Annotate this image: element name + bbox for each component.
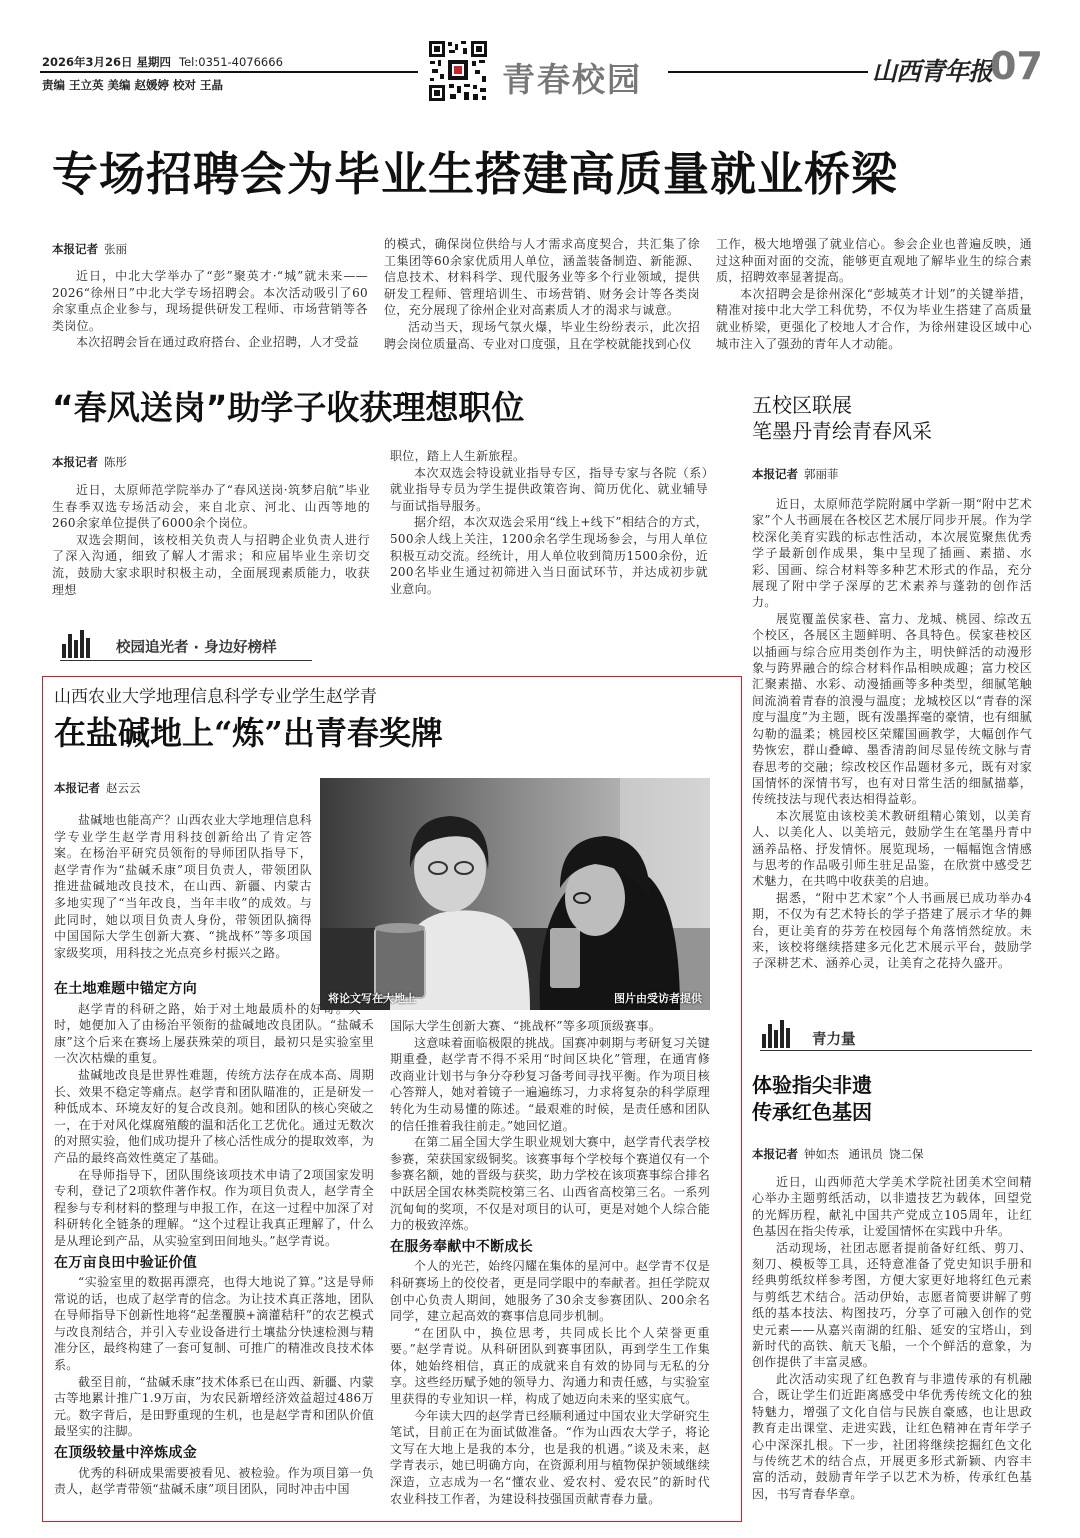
byline: 本报记者 赵云云	[54, 781, 141, 795]
tag-underline	[60, 660, 312, 661]
article-column: 近日，中北大学举办了“彭”聚英才·“城”就未来——2026“徐州日”中北大学专场招聘会。本次活动吸引了60余家重点企业参与，现场提供研发工程师、市场营销等各类岗位。 本次招聘会旨在通过政府搭台、企业招聘，人才受益	[52, 269, 368, 350]
article-column: 国际大学生创新大赛、“挑战杯”等多项顶级赛事。 这意味着面临极限的挑战。国赛冲刺期与考研复习关键期重叠，赵学青不得不采用“时间区块化”管理，在通宵修改商业计划书与争分夺秒复习备考间寻找平衡。作为项目核心答辩人，她对着镜子一遍遍练习，力求将复杂的科学原理转化为生动易懂的陈述。“最艰难的时候，是责任感和团队的信任推着我往前走。”她回忆道。 在第二届全国大学生职业规划大赛中，赵学青代表学校参赛，荣获国家级铜奖。该赛事每个学校每个赛道仅有一个参赛名额，她的晋级与获奖，助力学校在该项赛事综合排名中跃居全国农林类院校第三名、山西省高校第三名。一系列沉甸甸的奖项，不仅是对项目的认可，更是对她个人综合能力的极致淬炼。 在服务奉献中不断成长 个人的光芒，始终闪耀在集体的星河中。赵学青不仅是科研赛场上的佼佼者，更是同学眼中的奉献者。担任学院双创中心负责人期间，她服务了30余支参赛团队、200余名同学，建立起高效的赛事信息同步机制。 “在团队中，换位思考，共同成长比个人荣誉更重要。”赵学青说。从科研团队到赛事团队，再到学生工作集体，她始终相信，真正的成就来自有效的协同与无私的分享。这些经历赋予她的领导力、沟通力和责任感，与实验室里获得的专业知识一样，构成了她迈向未来的坚实底气。 今年读大四的赵学青已经顺利通过中国农业大学研究生笔试，目前正在为面试做准备。“作为山西农大学子，将论文写在大地上是我的本分，也是我的机遇。”谈及未来，赵学青表示，她已明确方向，在资源利用与植物保护领域继续深造，立志成为一名“懂农业、爱农村、爱农民”的新时代农业科技工作者，为建设科技强国贡献青春力量。	[390, 1019, 710, 1506]
header-rule-left	[40, 71, 418, 73]
byline: 本报记者 陈彤	[52, 455, 127, 469]
article-column: 盐碱地也能高产？山西农业大学地理信息科学专业学生赵学青用科技创新给出了肯定答案。在杨治平研究员领衔的导师团队指导下，赵学青作为“盐碱禾康”项目负责人，带领团队推进盐碱地改良技术，在山西、新疆、内蒙古多地实现了“当年改良，当年丰收”的成效。与此同时，她以项目负责人身份，带领团队摘得中国国际大学生创新大赛、“挑战杯”等多项国家级奖项，用科技之光点亮乡村振兴之路。	[54, 813, 312, 960]
staff-credits: 责编 王立英 美编 赵媛婷 校对 王晶	[42, 78, 224, 92]
article-headline: 专场招聘会为毕业生搭建高质量就业桥梁	[52, 147, 898, 201]
tag-underline	[760, 1050, 1032, 1051]
article-column: 工作，极大地增强了就业信心。参会企业也普遍反映，通过这种面对面的交流，能够更直观地了解毕业生的综合素质，招聘效率显著提高。 本次招聘会是徐州深化“彭城英才计划”的关键举措，精准对接中北大学工科优势，不仅为毕业生搭建了高质量就业桥梁，更强化了校地人才合作，为徐州建设区域中心城市注入了强劲的青年人才动能。	[716, 237, 1032, 351]
article-column: 近日，太原师范学院举办了“春风送岗·筑梦启航”毕业生春季双选专场活动会，来自北京、河北、山西等地的260余家单位提供了6000余个岗位。 双选会期间，该校相关负责人与招聘企业负责人进行了深入沟通，细致了解人才需求；和应届毕业生亲切交流，鼓励大家求职时积极主动，全面展现素质能力，收获理想	[52, 483, 370, 597]
subheading: 在服务奉献中不断成长	[390, 1238, 533, 1255]
bar-chart-icon	[762, 1020, 790, 1048]
article-headline: 在盐碱地上“炼”出青春奖牌	[54, 714, 443, 752]
column-tag	[60, 626, 312, 662]
article-column: 的模式，确保岗位供给与人才需求高度契合，共汇集了徐工集团等60余家优质用人单位，涵盖装备制造、新能源、信息技术、材料科学、现代服务业等多个行业领域，提供研发工程师、管理培训生、市场营销、财务会计等各类岗位，充分展现了徐州企业对高素质人才的渴求与诚意。 活动当天，现场气氛火爆，毕业生纷纷表示，此次招聘会岗位质量高、专业对口度强，且在学校就能找到心仪	[384, 237, 700, 351]
masthead	[0, 0, 1080, 120]
qr-code-icon[interactable]	[428, 40, 488, 102]
article-column: 在土地难题中锚定方向 赵学青的科研之路，始于对土地最质朴的好奇。大一时，她便加入了由杨治平领衔的盐碱地改良团队。“盐碱禾康”这个后来在赛场上屡获殊荣的项目，最初只是实验室里一次次枯燥的重复。 盐碱地改良是世界性难题，传统方法存在成本高、周期长、效果不稳定等痛点。赵学青和团队瞄准的，正是研发一种低成本、环境友好的复合改良剂。她和团队的核心突破之一，在于对风化煤腐殖酸的温和活化工艺优化。通过无数次的对照实验，他们成功提升了核心活性成分的提取效率，为产品的最终高效性奠定了基础。 在导师指导下，团队围绕该项技术申请了2项国家发明专利，登记了2项软件著作权。作为项目负责人，赵学青全程参与专利材料的整理与申报工作，在这一过程中加深了对科研转化全链条的理解。“这个过程让我真正理解了，什么是从理论到产品，从实验室到田间地头。”赵学青说。 在万亩良田中验证价值 “实验室里的数据再漂亮，也得大地说了算。”这是导师常说的话，也成了赵学青的信念。为让技术真正落地，团队在导师指导下创新性地将“起垄覆膜+滴灌秸秆”的农艺模式与改良剂结合，并引入专业设备进行土壤盐分快速检测与精准分区，最终构建了一套可复制、可推广的精准改良技术体系。 截至目前，“盐碱禾康”技术体系已在山西、新疆、内蒙古等地累计推广1.9万亩，为农民新增经济效益超过486万元。数字背后，是田野重现的生机，也是赵学青和团队价值最坚实的注脚。 在顶级较量中淬炼成金 优秀的科研成果需要被看见、被检验。作为项目第一负责人，赵学青带领“盐碱禾康”项目团队，同时冲击中国	[54, 981, 374, 1497]
kicker: 山西农业大学地理信息科学专业学生赵学青	[54, 687, 377, 707]
article-headline: 五校区联展 笔墨丹青绘青春风采	[752, 393, 932, 443]
paper-logo: 山西青年报	[872, 57, 993, 86]
column-tag-label: 青力量	[812, 1032, 856, 1048]
article-headline: 体验指尖非遗 传承红色基因	[752, 1073, 872, 1124]
column-tag-label: 校园追光者 · 身边好榜样	[116, 640, 277, 656]
subheading: 在万亩良田中验证价值	[54, 1254, 197, 1271]
column-tag	[760, 1016, 1032, 1052]
article-column: 近日，山西师范大学美术学院社团美术空间精心举办主题剪纸活动，以非遗技艺为载体，回望党的光辉历程，献礼中国共产党成立105周年，让红色基因在指尖传承，让爱国情怀在实践中升华。 活动现场，社团志愿者提前备好红纸、剪刀、刻刀、模板等工具，还特意准备了党史知识手册和经典剪纸纹样参考图，方便大家更好地将红色元素与剪纸艺术结合。活动伊始，志愿者简要讲解了剪纸的基本技法、构图技巧，分享了可融入创作的党史元素——从嘉兴南湖的红船、延安的宝塔山，到新时代的高铁、航天飞船，一个个鲜活的意象，为创作提供了丰富灵感。 此次活动实现了红色教育与非遗传承的有机融合，既让学生们近距离感受中华优秀传统文化的独特魅力，增强了文化自信与民族自豪感，也让思政教育走出课堂、走进实践，让红色精神在青年学子心中深深扎根。下一步，社团将继续挖掘红色文化与传统艺术的结合点，开展更多形式新颖、内容丰富的活动，鼓励青年学子以艺术为桥，传承红色基因，书写青春华章。	[752, 1175, 1032, 1501]
header-rule-right	[668, 71, 868, 73]
issue-date: 2026年3月26日 星期四	[42, 55, 172, 69]
byline: 本报记者 郭丽菲	[752, 467, 839, 481]
article-column: 职位，踏上人生新旅程。 本次双选会特设就业指导专区，指导专家与各院（系）就业指导专员为学生提供政策咨询、简历优化、就业辅导与面试指导服务。 据介绍，本次双选会采用“线上+线下”相结合的方式，500余人线上关注，1200余名学生现场参会，与用人单位积极互动交流。经统计，用人单位收到简历1500余份，近200名毕业生通过初筛进入当日面试环节，并达成初步就业意向。	[390, 449, 708, 596]
byline: 本报记者 钟如杰 通讯员 饶二保	[752, 1147, 924, 1161]
subheading: 在顶级较量中淬炼成金	[54, 1445, 197, 1462]
byline: 本报记者 张丽	[52, 242, 127, 256]
article-column: 近日，太原师范学院附属中学新一期“附中艺术家”个人书画展在各校区艺术展厅同步开展。作为学校深化美育实践的标志性活动，本次展览聚焦优秀学子最新创作成果，集中呈现了插画、素描、水彩、国画、综合材料等多种艺术形式的作品，充分展现了附中学子深厚的艺术素养与蓬勃的创作活力。 展览覆盖侯家巷、富力、龙城、桃园、综改五个校区，各展区主题鲜明、各具特色。侯家巷校区以插画与综合应用类创作为主，明快鲜活的动漫形象与跨界融合的综合材料作品相映成趣；富力校区汇聚素描、水彩、动漫插画等多种类型，细腻笔触间流淌着青春的浪漫与温度；龙城校区以“青春的深度与温度”为主题，既有泼墨挥毫的豪情，也有细腻勾勒的温柔；桃园校区荣耀国画教学，大幅创作气势恢宏，群山叠嶂、墨香清韵间尽显传统文脉与青春思考的交融；综改校区作品题材多元，既有对家国情怀的深情书写，也有对日常生活的细腻描摹，传统技法与现代表达相得益彰。 本次展览由该校美术教研组精心策划，以美育人、以美化人、以美培元，鼓励学生在笔墨丹青中涵养品格、抒发情怀。展览现场，一幅幅饱含情感与思考的作品吸引师生驻足品鉴，在欣赏中感受艺术魅力，在共鸣中收获美的启迪。 据悉，“附中艺术家”个人书画展已成功举办4期，不仅为有艺术特长的学子搭建了展示才华的舞台，更让美育的芬芳在校园每个角落悄然绽放。未来，该校将继续搭建多元化艺术展示平台，鼓励学子深耕艺术、涵养心灵，让美育之花持久盛开。	[752, 497, 1032, 971]
photo-credit: 图片由受访者提供	[614, 992, 702, 1005]
subheading: 在土地难题中锚定方向	[54, 981, 197, 997]
section-name: 青春校园	[502, 60, 642, 99]
page-number: 07	[990, 44, 1043, 88]
phone-number: Tel:0351-4076666	[179, 55, 283, 69]
bar-chart-icon	[62, 630, 90, 658]
article-headline: “春风送岗”助学子收获理想职位	[52, 388, 525, 427]
feature-photo[interactable]	[320, 778, 710, 1010]
photo-caption: 将论文写在大地上	[328, 992, 416, 1005]
